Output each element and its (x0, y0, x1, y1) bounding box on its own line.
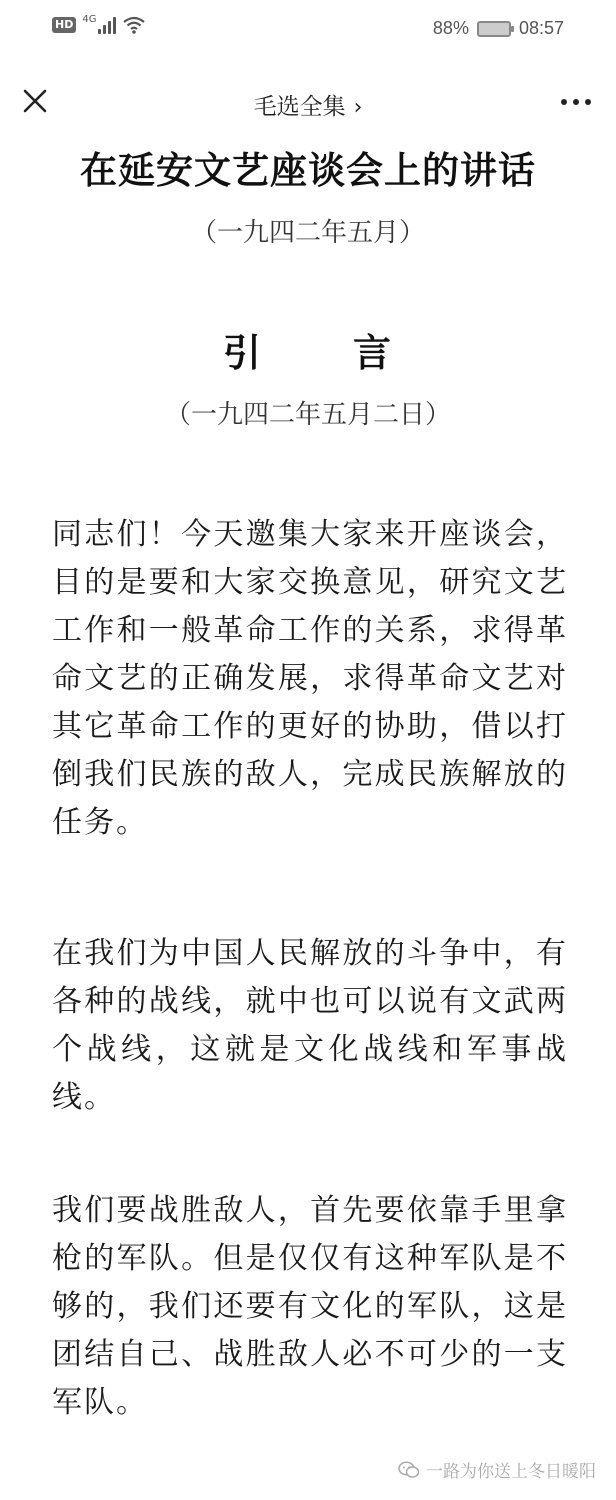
watermark (398, 1457, 596, 1482)
account-name: 毛选全集 (253, 94, 346, 120)
more-dot-icon (561, 99, 567, 105)
wechat-icon (398, 1461, 420, 1479)
section-title (0, 322, 616, 377)
watermark-text: 一路为你送上冬日暖阳 (426, 1462, 596, 1482)
article-title: 在延安文艺座谈会上的讲话 (80, 149, 536, 192)
status-left (52, 13, 146, 34)
article-date: （一九四二年五月） (190, 218, 425, 248)
section-title-char-2: 言 (353, 331, 394, 375)
status-right (433, 18, 564, 39)
section-title-char-1: 引 (222, 331, 263, 375)
paragraph-2: 在我们为中国人民解放的斗争中，有各种的战线，就中也可以说有文武两个战线，这就是文化战线和军事战线。 (52, 936, 568, 1115)
battery-icon (477, 21, 511, 37)
wifi-icon (122, 16, 146, 34)
account-name-link[interactable] (0, 88, 616, 121)
chevron-right-icon: › (353, 95, 363, 120)
paragraph-3: 我们要战胜敌人，首先要依靠手里拿枪的军队。但是仅仅有这种军队是不够的，我们还要有文化的军队，这是团结自己、战胜敌人必不可少的一支军队。 (52, 1193, 568, 1420)
more-dot-icon (585, 99, 591, 105)
status-bar (0, 0, 616, 60)
battery-percent: 88% (432, 18, 469, 38)
nav-bar (0, 74, 616, 130)
more-dot-icon (573, 99, 579, 105)
network-type: 4G (82, 13, 97, 25)
more-button[interactable] (556, 88, 596, 116)
status-time: 08:57 (518, 18, 564, 38)
paragraph-1: 同志们！今天邀集大家来开座谈会，目的是要和大家交换意见，研究文艺工作和一般革命工作的关系，求得革命文艺的正确发展，求得革命文艺对其它革命工作的更好的协助，借以打倒我们民族的敌人，完成民族解放的任务。 (52, 517, 568, 840)
section-date: （一九四二年五月二日） (164, 400, 451, 430)
hd-badge: HD (52, 17, 76, 33)
signal-icon (98, 16, 116, 34)
